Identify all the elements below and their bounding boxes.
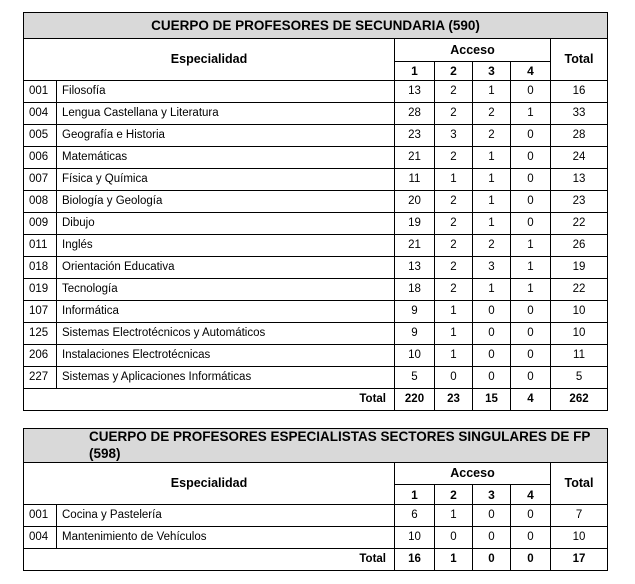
acceso-1-value: 13 <box>395 81 435 103</box>
acceso-4-value: 0 <box>511 213 551 235</box>
acceso-1-value: 21 <box>395 235 435 257</box>
specialty-name: Orientación Educativa <box>57 257 395 279</box>
row-total: 10 <box>551 323 608 345</box>
acceso-4-value: 0 <box>511 125 551 147</box>
acceso-4-value: 0 <box>511 367 551 389</box>
acceso-2-value: 2 <box>435 103 473 125</box>
acceso-2-value: 2 <box>435 213 473 235</box>
row-total: 10 <box>551 301 608 323</box>
acceso-2-value: 1 <box>435 505 473 527</box>
specialty-code: 001 <box>24 505 57 527</box>
specialty-code: 008 <box>24 191 57 213</box>
specialty-code: 006 <box>24 147 57 169</box>
table-row <box>24 527 608 549</box>
acceso-3-value: 1 <box>473 213 511 235</box>
total-acceso-2: 23 <box>435 389 473 411</box>
acceso-1-value: 10 <box>395 345 435 367</box>
total-acceso-4: 0 <box>511 549 551 571</box>
acceso-1-value: 10 <box>395 527 435 549</box>
acceso-col-2: 2 <box>435 485 473 505</box>
acceso-3-value: 3 <box>473 257 511 279</box>
total-label: Total <box>24 389 395 411</box>
acceso-col-3: 3 <box>473 62 511 81</box>
total-header: Total <box>551 39 608 81</box>
table-row <box>24 169 608 191</box>
acceso-1-value: 28 <box>395 103 435 125</box>
acceso-1-value: 19 <box>395 213 435 235</box>
acceso-3-value: 0 <box>473 367 511 389</box>
specialty-code: 018 <box>24 257 57 279</box>
specialty-code: 004 <box>24 103 57 125</box>
singulares-total-row <box>24 549 608 571</box>
specialty-code: 001 <box>24 81 57 103</box>
row-total: 28 <box>551 125 608 147</box>
specialty-code: 107 <box>24 301 57 323</box>
acceso-col-1: 1 <box>395 62 435 81</box>
acceso-1-value: 6 <box>395 505 435 527</box>
acceso-3-value: 0 <box>473 345 511 367</box>
row-total: 13 <box>551 169 608 191</box>
secundaria-total-row <box>24 389 608 411</box>
specialty-name: Tecnología <box>57 279 395 301</box>
acceso-2-value: 3 <box>435 125 473 147</box>
acceso-2-value: 2 <box>435 235 473 257</box>
table-row <box>24 323 608 345</box>
total-acceso-1: 220 <box>395 389 435 411</box>
table-row <box>24 345 608 367</box>
acceso-header: Acceso <box>395 39 551 62</box>
acceso-3-value: 2 <box>473 235 511 257</box>
specialty-name: Física y Química <box>57 169 395 191</box>
specialty-code: 009 <box>24 213 57 235</box>
specialty-code: 004 <box>24 527 57 549</box>
acceso-col-3: 3 <box>473 485 511 505</box>
total-acceso-4: 4 <box>511 389 551 411</box>
acceso-2-value: 2 <box>435 257 473 279</box>
acceso-3-value: 0 <box>473 323 511 345</box>
acceso-2-value: 0 <box>435 527 473 549</box>
row-total: 11 <box>551 345 608 367</box>
acceso-2-value: 1 <box>435 301 473 323</box>
acceso-col-4: 4 <box>511 62 551 81</box>
row-total: 24 <box>551 147 608 169</box>
specialty-name: Mantenimiento de Vehículos <box>57 527 395 549</box>
row-total: 7 <box>551 505 608 527</box>
table-row <box>24 235 608 257</box>
total-acceso-3: 15 <box>473 389 511 411</box>
acceso-3-value: 1 <box>473 147 511 169</box>
acceso-4-value: 0 <box>511 191 551 213</box>
acceso-4-value: 1 <box>511 279 551 301</box>
total-acceso-1: 16 <box>395 549 435 571</box>
row-total: 33 <box>551 103 608 125</box>
specialty-code: 019 <box>24 279 57 301</box>
specialty-name: Informática <box>57 301 395 323</box>
total-acceso-3: 0 <box>473 549 511 571</box>
specialty-code: 206 <box>24 345 57 367</box>
acceso-1-value: 18 <box>395 279 435 301</box>
row-total: 26 <box>551 235 608 257</box>
acceso-4-value: 0 <box>511 505 551 527</box>
table-row <box>24 147 608 169</box>
acceso-4-value: 1 <box>511 103 551 125</box>
specialty-code: 227 <box>24 367 57 389</box>
especialidad-header: Especialidad <box>24 39 395 81</box>
acceso-3-value: 1 <box>473 191 511 213</box>
acceso-col-2: 2 <box>435 62 473 81</box>
specialty-code: 007 <box>24 169 57 191</box>
table-row <box>24 213 608 235</box>
table-row <box>24 81 608 103</box>
acceso-4-value: 0 <box>511 345 551 367</box>
acceso-1-value: 20 <box>395 191 435 213</box>
acceso-3-value: 0 <box>473 527 511 549</box>
acceso-4-value: 0 <box>511 81 551 103</box>
acceso-1-value: 5 <box>395 367 435 389</box>
total-acceso-2: 1 <box>435 549 473 571</box>
acceso-2-value: 0 <box>435 367 473 389</box>
specialty-name: Inglés <box>57 235 395 257</box>
acceso-1-value: 23 <box>395 125 435 147</box>
acceso-4-value: 0 <box>511 301 551 323</box>
acceso-col-1: 1 <box>395 485 435 505</box>
table-row <box>24 125 608 147</box>
acceso-1-value: 11 <box>395 169 435 191</box>
table-row <box>24 191 608 213</box>
specialty-name: Geografía e Historia <box>57 125 395 147</box>
specialty-name: Sistemas y Aplicaciones Informáticas <box>57 367 395 389</box>
acceso-2-value: 1 <box>435 169 473 191</box>
acceso-4-value: 1 <box>511 235 551 257</box>
row-total: 10 <box>551 527 608 549</box>
table-row <box>24 367 608 389</box>
table-row <box>24 505 608 527</box>
row-total: 5 <box>551 367 608 389</box>
acceso-4-value: 0 <box>511 323 551 345</box>
specialty-name: Biología y Geología <box>57 191 395 213</box>
table-row <box>24 257 608 279</box>
acceso-4-value: 0 <box>511 147 551 169</box>
acceso-2-value: 2 <box>435 279 473 301</box>
acceso-3-value: 2 <box>473 103 511 125</box>
acceso-2-value: 1 <box>435 323 473 345</box>
acceso-2-value: 2 <box>435 147 473 169</box>
acceso-2-value: 2 <box>435 191 473 213</box>
acceso-2-value: 2 <box>435 81 473 103</box>
specialty-name: Lengua Castellana y Literatura <box>57 103 395 125</box>
acceso-3-value: 0 <box>473 505 511 527</box>
acceso-3-value: 1 <box>473 279 511 301</box>
row-total: 22 <box>551 279 608 301</box>
specialty-name: Matemáticas <box>57 147 395 169</box>
acceso-1-value: 13 <box>395 257 435 279</box>
total-label: Total <box>24 549 395 571</box>
especialidad-header: Especialidad <box>24 463 395 505</box>
specialty-code: 011 <box>24 235 57 257</box>
specialty-name: Cocina y Pastelería <box>57 505 395 527</box>
secundaria-title: CUERPO DE PROFESORES DE SECUNDARIA (590) <box>24 13 608 39</box>
acceso-1-value: 9 <box>395 323 435 345</box>
secundaria-table <box>23 12 608 411</box>
acceso-4-value: 0 <box>511 169 551 191</box>
row-total: 22 <box>551 213 608 235</box>
row-total: 16 <box>551 81 608 103</box>
specialty-code: 005 <box>24 125 57 147</box>
acceso-1-value: 21 <box>395 147 435 169</box>
acceso-3-value: 1 <box>473 169 511 191</box>
acceso-header: Acceso <box>395 463 551 485</box>
specialty-name: Instalaciones Electrotécnicas <box>57 345 395 367</box>
acceso-4-value: 0 <box>511 527 551 549</box>
specialty-code: 125 <box>24 323 57 345</box>
acceso-col-4: 4 <box>511 485 551 505</box>
singulares-table <box>23 428 608 571</box>
acceso-4-value: 1 <box>511 257 551 279</box>
acceso-1-value: 9 <box>395 301 435 323</box>
specialty-name: Sistemas Electrotécnicos y Automáticos <box>57 323 395 345</box>
row-total: 19 <box>551 257 608 279</box>
grand-total: 17 <box>551 549 608 571</box>
acceso-2-value: 1 <box>435 345 473 367</box>
table-row <box>24 301 608 323</box>
specialty-name: Filosofía <box>57 81 395 103</box>
row-total: 23 <box>551 191 608 213</box>
specialty-name: Dibujo <box>57 213 395 235</box>
singulares-title: CUERPO DE PROFESORES ESPECIALISTAS SECTORES SINGULARES DE FP (598) <box>24 429 608 463</box>
table-row <box>24 279 608 301</box>
acceso-3-value: 1 <box>473 81 511 103</box>
grand-total: 262 <box>551 389 608 411</box>
table-row <box>24 103 608 125</box>
acceso-3-value: 2 <box>473 125 511 147</box>
total-header: Total <box>551 463 608 505</box>
acceso-3-value: 0 <box>473 301 511 323</box>
